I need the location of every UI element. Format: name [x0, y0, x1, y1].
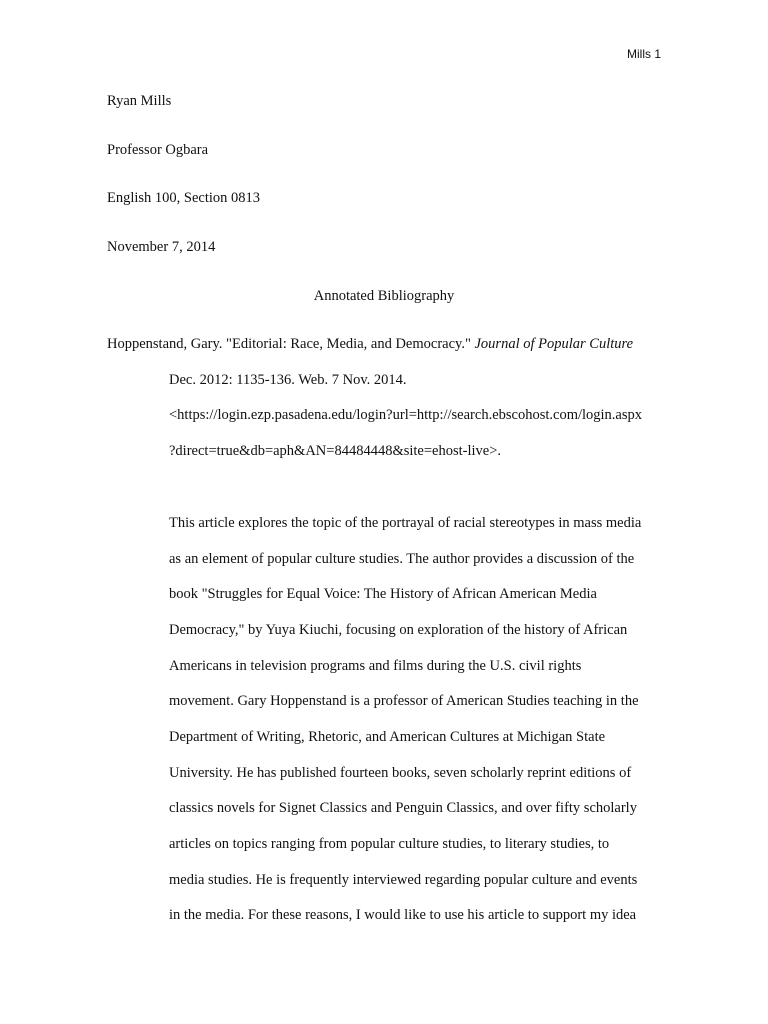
annotation-line: in the media. For these reasons, I would like to use his article to support my idea	[169, 907, 637, 923]
annotation-line: Department of Writing, Rhetoric, and American Cultures at Michigan State	[169, 729, 606, 745]
annotation-line: book "Struggles for Equal Voice: The History of African American Media	[169, 586, 597, 602]
annotation-line: media studies. He is frequently interviewed regarding popular culture and events	[169, 872, 638, 888]
annotation-line: as an element of popular culture studies. The author provides a discussion of the	[169, 551, 635, 567]
annotation-line: classics novels for Signet Classics and Penguin Classics, and over fifty scholarly	[169, 800, 637, 816]
document-title: Annotated Bibliography	[313, 288, 455, 304]
document-date: November 7, 2014	[107, 239, 216, 255]
annotation-line: University. He has published fourteen books, seven scholarly reprint editions of	[169, 765, 632, 781]
citation-url-line-2: ?direct=true&db=aph&AN=84484448&site=ehost-live>.	[169, 443, 502, 459]
citation-journal: Journal of Popular Culture	[474, 336, 634, 352]
annotation-line: articles on topics ranging from popular culture studies, to literary studies, to	[169, 836, 610, 852]
citation-url-line-1: <https://login.ezp.pasadena.edu/login?url=http://search.ebscohost.com/login.aspx	[169, 407, 643, 423]
running-head: Mills 1	[626, 47, 661, 61]
annotation-line: This article explores the topic of the portrayal of racial stereotypes in mass media	[169, 515, 642, 531]
annotation-line: movement. Gary Hoppenstand is a professor of American Studies teaching in the	[169, 693, 639, 709]
author-name: Ryan Mills	[107, 93, 172, 109]
professor-name: Professor Ogbara	[107, 142, 209, 158]
annotation-line: Democracy," by Yuya Kiuchi, focusing on exploration of the history of African	[169, 622, 628, 638]
citation-author-title: Hoppenstand, Gary. "Editorial: Race, Media, and Democracy."	[107, 336, 475, 352]
course-name: English 100, Section 0813	[107, 190, 261, 206]
citation-line-2: Dec. 2012: 1135-136. Web. 7 Nov. 2014.	[169, 372, 407, 388]
citation-line-1	[107, 335, 633, 353]
annotation-line: Americans in television programs and films during the U.S. civil rights	[169, 658, 582, 674]
